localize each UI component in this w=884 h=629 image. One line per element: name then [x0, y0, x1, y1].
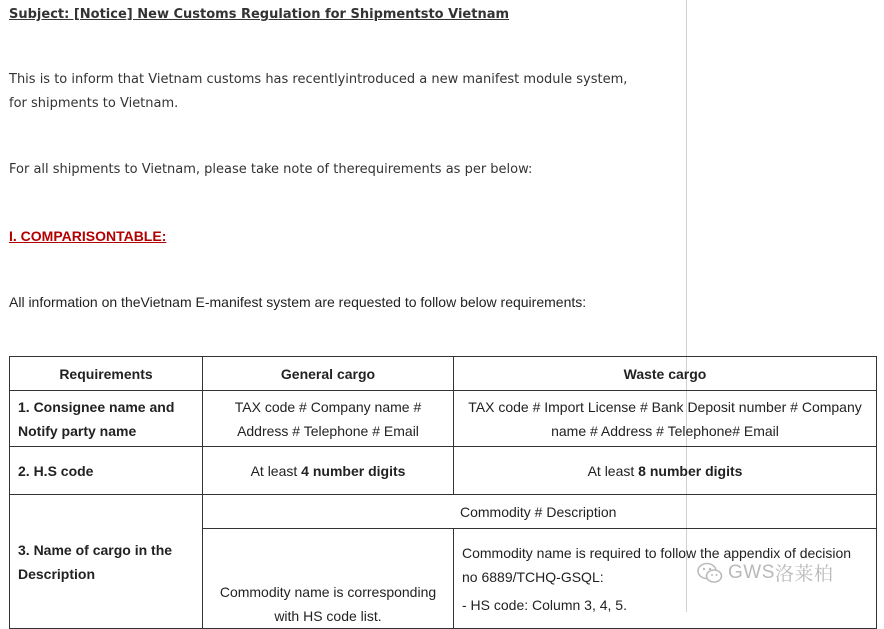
general-hs-prefix: At least [250, 462, 302, 479]
waste-hs-digits: 8 number digits [638, 462, 743, 479]
waste-hs-code [454, 447, 877, 495]
waste-cargo-rule: Commodity name is required to follow the appendix of decision no 6889/TCHQ-GSQL: [462, 544, 852, 585]
table-row [10, 495, 877, 529]
intro-paragraph: This is to inform that Vietnam customs has recentlyintroduced a new manifest module system, for shipments to Vietnam. [9, 72, 628, 111]
general-hs-code [203, 447, 454, 495]
header-general-cargo: General cargo [203, 357, 454, 391]
table-header-row [10, 357, 877, 391]
commodity-description-span [203, 495, 877, 529]
general-consignee: TAX code # Company name # Address # Telephone # Email [203, 391, 454, 447]
comparison-table [9, 356, 877, 629]
section-title: I. COMPARISONTABLE: [9, 228, 167, 244]
watermark-suffix: 洛莱柏 [774, 564, 834, 585]
requirement-hs-code: 2. H.S code [10, 447, 203, 495]
requirements-intro: All information on theVietnam E-manifest system are requested to follow below requirements: [9, 294, 587, 310]
requirement-consignee: 1. Consignee name and Notify party name [10, 391, 203, 447]
table-row [10, 447, 877, 495]
general-cargo-name: Commodity name is corresponding with HS code list. [203, 529, 454, 629]
requirement-cargo-name: 3. Name of cargo in the Description [10, 495, 203, 629]
commodity-description-label: Commodity # Description [460, 503, 617, 520]
waste-hs-prefix: At least [587, 462, 639, 479]
watermark-text: GWS [728, 561, 775, 583]
header-waste-cargo: Waste cargo [454, 357, 877, 391]
wechat-icon [697, 562, 723, 584]
table-row [10, 391, 877, 447]
header-requirements: Requirements [10, 357, 203, 391]
watermark [697, 559, 833, 586]
waste-consignee: TAX code # Import License # Bank Deposit number # Company name # Address # Telephone# Email [454, 391, 877, 447]
email-subject: Subject: [Notice] New Customs Regulation for Shipmentsto Vietnam [9, 7, 510, 22]
waste-cargo-hs-columns: - HS code: Column 3, 4, 5. [462, 596, 627, 613]
general-hs-digits: 4 number digits [301, 462, 406, 479]
note-paragraph: For all shipments to Vietnam, please take note of therequirements as per below: [9, 162, 533, 177]
